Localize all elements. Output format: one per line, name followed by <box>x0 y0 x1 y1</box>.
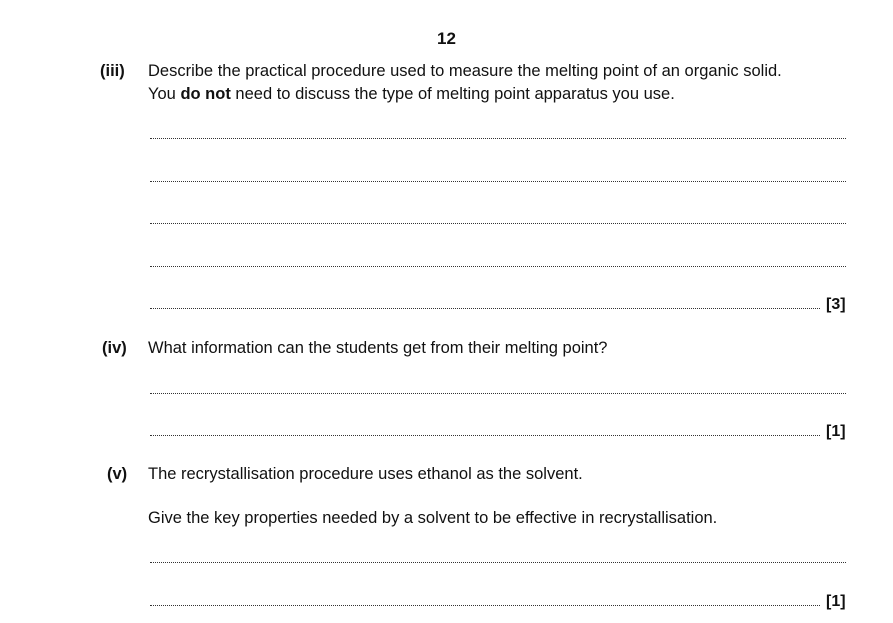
answer-line[interactable] <box>150 266 846 267</box>
marks-iii: [3] <box>826 296 846 313</box>
answer-line[interactable] <box>150 308 820 309</box>
marks-iv: [1] <box>826 423 846 440</box>
question-label-iv: (iv) <box>102 339 127 357</box>
answer-line[interactable] <box>150 562 846 563</box>
question-label-v: (v) <box>107 465 128 483</box>
question-v-text-2: Give the key properties needed by a solvent to be effective in recrystallisation. <box>148 509 718 527</box>
answer-line[interactable] <box>150 223 846 224</box>
answer-line[interactable] <box>150 605 820 606</box>
answer-line[interactable] <box>150 138 846 139</box>
question-iii-text-line-2 <box>148 83 675 106</box>
question-iii-text-you: You <box>148 85 181 103</box>
marks-v: [1] <box>826 593 846 610</box>
answer-line[interactable] <box>150 393 846 394</box>
question-iv-text: What information can the students get from their melting point? <box>148 339 608 357</box>
question-label-iii: (iii) <box>100 62 125 80</box>
question-iii-emphasis: do not <box>180 85 231 103</box>
answer-line[interactable] <box>150 435 820 436</box>
page-number: 12 <box>437 29 456 48</box>
question-v-text: The recrystallisation procedure uses ethanol as the solvent. <box>148 465 583 483</box>
answer-line[interactable] <box>150 181 846 182</box>
question-iii-text-line-1: Describe the practical procedure used to measure the melting point of an organic solid. <box>148 62 782 80</box>
question-iii-text-rest: need to discuss the type of melting point apparatus you use. <box>230 85 675 103</box>
